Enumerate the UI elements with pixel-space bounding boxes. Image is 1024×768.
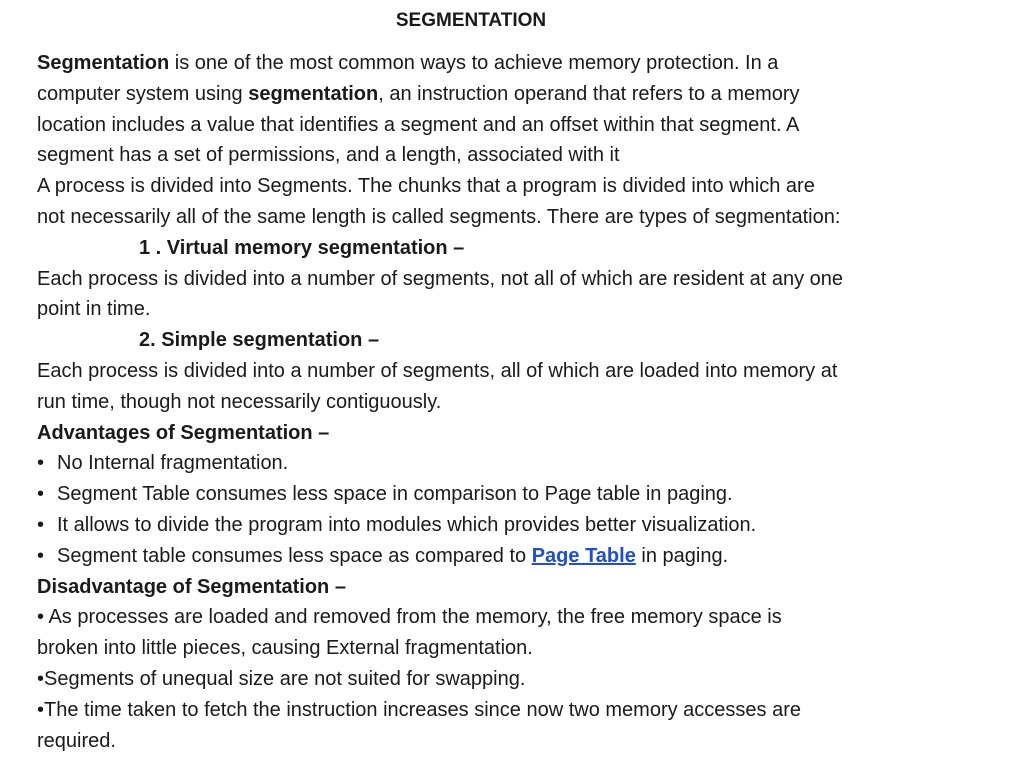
disadvantage-item: •Segments of unequal size are not suited for swapping. (37, 667, 526, 690)
type-heading-virtual: 1 . Virtual memory segmentation – (139, 236, 465, 259)
intro-line-5: A process is divided into Segments. The chunks that a program is divided into which are (37, 175, 815, 198)
advantage-item (37, 541, 997, 572)
advantage-item (37, 448, 997, 479)
type-desc-line: Each process is divided into a number of segments, not all of which are resident at any one (37, 267, 844, 290)
advantage-item (37, 510, 997, 541)
slide-title: SEGMENTATION (395, 10, 547, 31)
advantage-item (37, 479, 997, 510)
advantage-text: It allows to divide the program into modules which provides better visualization. (57, 513, 757, 536)
page-table-link[interactable]: Page Table (531, 544, 636, 567)
type-heading-simple: 2. Simple segmentation – (139, 329, 380, 352)
intro-line-1 (37, 48, 997, 79)
disadvantage-item: •The time taken to fetch the instruction increases since now two memory accesses are (37, 698, 802, 721)
type-desc-line: run time, though not necessarily contiguously. (37, 390, 442, 413)
type-desc-line: point in time. (37, 298, 151, 321)
bullet-icon: • (37, 483, 45, 506)
term-segmentation-bold: segmentation (248, 82, 379, 105)
disadvantage-item: • As processes are loaded and removed from the memory, the free memory space is (37, 606, 782, 629)
slide-content (37, 48, 997, 756)
advantage-text: in paging. (635, 544, 729, 567)
intro-text: , an instruction operand that refers to a memory (378, 82, 800, 105)
advantage-text: Segment table consumes less space as compared to (57, 544, 532, 567)
term-segmentation: Segmentation (37, 52, 170, 74)
disadvantage-item-cont: required. (37, 729, 116, 752)
disadvantage-item-cont: broken into little pieces, causing External fragmentation. (37, 637, 533, 660)
intro-line-2 (37, 79, 997, 110)
bullet-icon: • (37, 544, 45, 567)
advantage-text: Segment Table consumes less space in comparison to Page table in paging. (57, 483, 733, 506)
intro-line-6: not necessarily all of the same length is called segments. There are types of segmentation: (37, 205, 841, 228)
intro-text: computer system using (37, 82, 249, 105)
bullet-icon: • (37, 452, 45, 475)
intro-text: is one of the most common ways to achieve memory protection. In a (169, 52, 779, 74)
advantage-text: No Internal fragmentation. (57, 452, 289, 475)
type-desc-line: Each process is divided into a number of segments, all of which are loaded into memory at (37, 359, 838, 382)
disadvantages-heading: Disadvantage of Segmentation – (37, 575, 346, 598)
intro-line-3: location includes a value that identifies a segment and an offset within that segment. A (37, 113, 800, 136)
advantages-heading: Advantages of Segmentation – (37, 421, 330, 444)
bullet-icon: • (37, 513, 45, 536)
intro-line-4: segment has a set of permissions, and a length, associated with it (37, 144, 620, 167)
